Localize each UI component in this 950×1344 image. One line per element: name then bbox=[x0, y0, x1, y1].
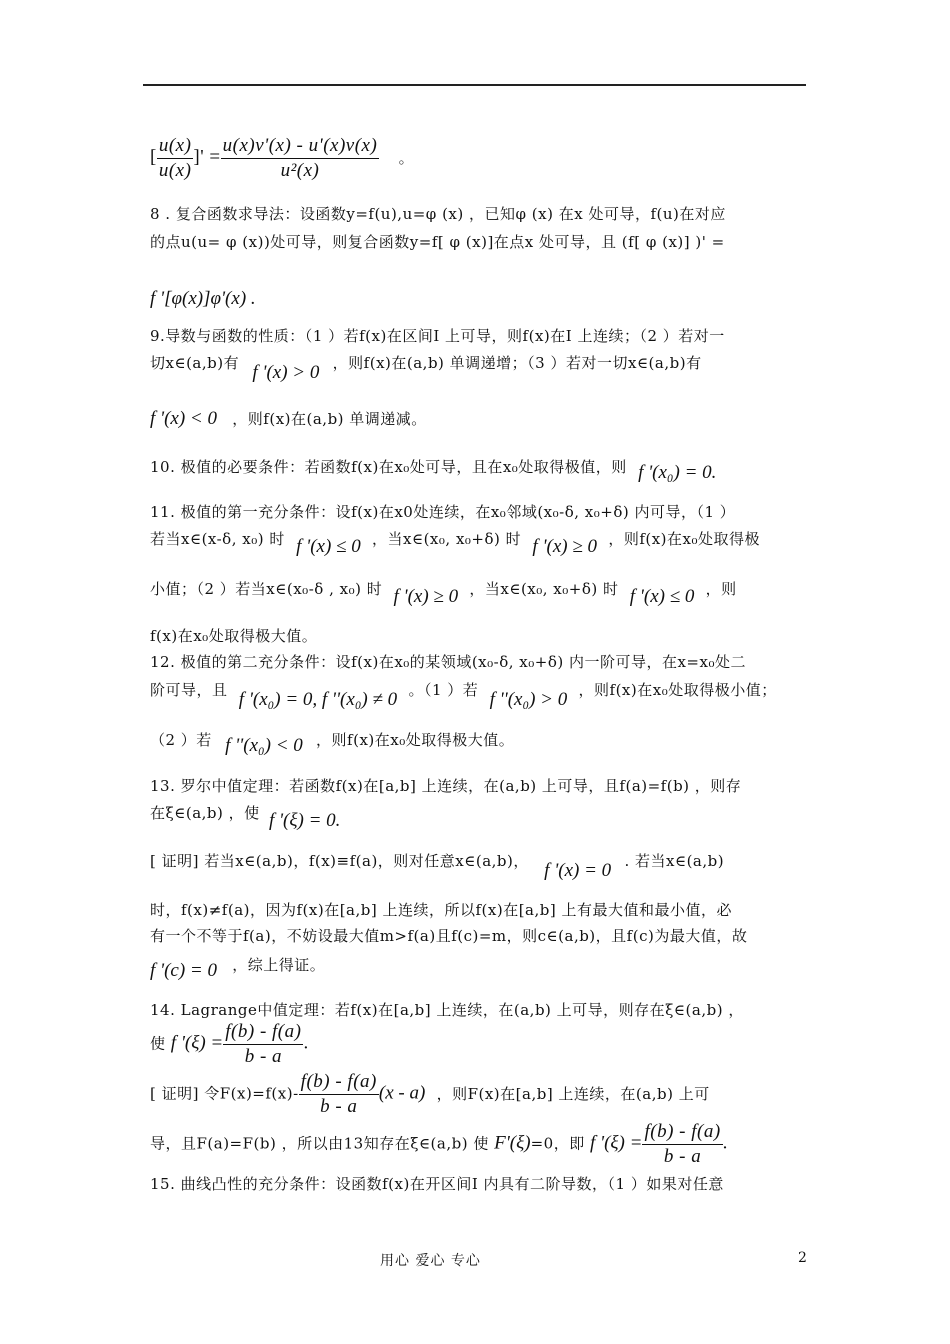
item14-proof-b: ，则F(x)在[a,b] 上连续，在(a,b) 上可 bbox=[436, 1084, 710, 1103]
item9-formula-increasing: f '(x) > 0 bbox=[252, 362, 320, 383]
item14-proof2-a: 导，且F(a)=F(b) ，所以由13知存在ξ∈(a,b) 使 bbox=[150, 1134, 489, 1153]
item13-proof-line2: 时，f(x)≠f(a)，因为f(x)在[a,b] 上连续，所以f(x)在[a,b] 上有最大值和最小值，必 bbox=[150, 901, 732, 919]
header-rule bbox=[143, 84, 806, 86]
item14-proof-tail: (x - a) bbox=[378, 1082, 426, 1104]
item12-line2-a: 阶可导，且 bbox=[150, 681, 228, 699]
item9-line3-text: ，则f(x)在(a,b) 单调递减。 bbox=[232, 410, 427, 428]
item13-proof-line1 bbox=[150, 848, 810, 881]
item8-line2: 的点u(u= φ (x))处可导，则复合函数y=f[ φ (x)]在点x 处可导，且 (f[ φ (x)] )' = bbox=[150, 233, 725, 251]
item10 bbox=[150, 454, 810, 483]
item9-line2-start: 切x∈(a,b)有 bbox=[150, 354, 240, 372]
item13-proof-line3: 有一个不等于f(a)，不妨设最大值m>f(a)且f(c)=m，则c∈(a,b)，且f(c)为最大值，故 bbox=[150, 927, 748, 945]
item14-proof-line2 bbox=[150, 1120, 810, 1169]
quotient-lhs-fraction bbox=[157, 134, 194, 183]
item12-formula-2: f ''(x₀) > 0 bbox=[489, 689, 568, 710]
item11-formula-2: f '(x) ≥ 0 bbox=[532, 536, 598, 557]
page-footer: 用心 爱心 专心 bbox=[380, 1253, 481, 1269]
item13-proof-end: ，综上得证。 bbox=[232, 956, 326, 974]
item12-line3 bbox=[150, 727, 810, 756]
item9-line1: 9.导数与函数的性质：（1 ）若f(x)在区间I 上可导，则f(x)在I 上连续；（2 ）若对一 bbox=[150, 327, 725, 345]
item14-conclusion-tail: . bbox=[722, 1132, 728, 1154]
item12-formula-1: f '(x₀) = 0, f ''(x₀) ≠ 0 bbox=[238, 689, 398, 710]
quotient-lhs-numerator: u(x) bbox=[157, 134, 194, 159]
item11-line2-c: ，则f(x)在x₀处取得极 bbox=[608, 530, 761, 548]
item14-proof-fraction-denominator: b - a bbox=[320, 1096, 358, 1117]
item9-line2-end: ，则f(x)在(a,b) 单调递增；（3 ）若对一切x∈(a,b)有 bbox=[332, 354, 702, 372]
item11-formula-1: f '(x) ≤ 0 bbox=[296, 536, 361, 557]
quotient-rhs-denominator: u²(x) bbox=[280, 160, 320, 181]
item12-line2 bbox=[150, 677, 810, 710]
item14-conclusion-numerator: f(b) - f(a) bbox=[642, 1120, 722, 1145]
item11-line3-b: ，当x∈(x₀, x₀+δ) 时 bbox=[469, 580, 619, 598]
item13-formula-3: f '(c) = 0 bbox=[150, 960, 218, 981]
item9-line2 bbox=[150, 350, 810, 383]
item12-line3-a: （2 ）若 bbox=[150, 731, 212, 749]
item11-line3-a: 小值；（2 ）若当x∈(x₀-δ , x₀) 时 bbox=[150, 580, 383, 598]
item14-proof-line1 bbox=[150, 1070, 810, 1119]
item12-line1: 12. 极值的第二充分条件：设f(x)在x₀的某领域(x₀-δ, x₀+δ) 内一阶可导，在x=x₀处二 bbox=[150, 653, 746, 671]
item14-line2-a: 使 bbox=[150, 1034, 166, 1053]
item9-formula-decreasing: f '(x) < 0 bbox=[150, 408, 218, 429]
item14-proof-a: [ 证明] 令F(x)=f(x)- bbox=[150, 1084, 299, 1103]
item13-proof-b: . 若当x∈(a,b) bbox=[624, 852, 725, 870]
item13-line2 bbox=[150, 800, 810, 831]
item13-line2-a: 在ξ∈(a,b) ，使 bbox=[150, 804, 260, 822]
item13-formula-1: f '(ξ) = 0. bbox=[268, 810, 341, 831]
item14-fraction-numerator: f(b) - f(a) bbox=[223, 1020, 303, 1045]
item9-line3 bbox=[150, 406, 810, 432]
item13-line1: 13. 罗尔中值定理：若函数f(x)在[a,b] 上连续，在(a,b) 上可导，且f(a)=f(b) ，则存 bbox=[150, 777, 742, 795]
item10-text: 10. 极值的必要条件：若函数f(x)在x₀处可导，且在x₀处取得极值，则 bbox=[150, 458, 627, 476]
item12-line2-b: 。（1 ）若 bbox=[408, 681, 479, 699]
item11-line3 bbox=[150, 576, 810, 607]
item14-proof2-b: =0，即 bbox=[530, 1134, 585, 1153]
item14-fraction-denominator: b - a bbox=[244, 1046, 283, 1067]
item11-line2-a: 若当x∈(x-δ, x₀) 时 bbox=[150, 530, 285, 548]
item12-formula-3: f ''(x₀) < 0 bbox=[225, 735, 303, 756]
item14-formula-F: F'(ξ) bbox=[494, 1132, 531, 1154]
item14-conclusion-fraction bbox=[642, 1120, 722, 1169]
item12-line2-c: ，则f(x)在x₀处取得极小值； bbox=[578, 681, 777, 699]
item13-proof-a: [ 证明] 若当x∈(a,b)，f(x)≡f(a)，则对任意x∈(a,b)， bbox=[150, 852, 529, 870]
item8-line1: 8 . 复合函数求导法：设函数y=f(u),u=φ (x) ，已知φ (x) 在x 处可导，f(u)在对应 bbox=[150, 205, 726, 223]
item14-proof-fraction bbox=[299, 1070, 379, 1119]
item14-line1: 14. Lagrange中值定理：若f(x)在[a,b] 上连续，在(a,b) 上可导，则存在ξ∈(a,b) ， bbox=[150, 1001, 744, 1019]
item12-line3-b: ，则f(x)在x₀处取得极大值。 bbox=[316, 731, 515, 749]
page-number: 2 bbox=[798, 1250, 807, 1266]
item10-formula: f '(x₀) = 0. bbox=[638, 462, 717, 483]
item8-formula: f '[φ(x)]φ'(x) . bbox=[150, 288, 256, 309]
item14-formula-conclusion-lhs: f '(ξ) = bbox=[590, 1132, 643, 1154]
item11-line2 bbox=[150, 526, 810, 557]
quotient-rule: [ $\frac{u(x)}{u(x)}$ ]' = $\frac{u(x)v'(x) - u'(x)v(x)}{\text{u²(x)}}$ 。 bbox=[150, 135, 415, 181]
item11-line3-c: ，则 bbox=[705, 580, 737, 598]
item11-line4: f(x)在x₀处取得极大值。 bbox=[150, 627, 318, 645]
quotient-rhs-numerator: u(x)v'(x) - u'(x)v(x) bbox=[221, 134, 380, 159]
item14-conclusion-denominator: b - a bbox=[663, 1146, 702, 1167]
quotient-rhs-fraction bbox=[221, 134, 380, 183]
item14-fraction bbox=[223, 1020, 303, 1069]
item11-line1: 11. 极值的第一充分条件：设f(x)在x0处连续，在x₀邻域(x₀-δ, x₀+δ) 内可导，（1 ） bbox=[150, 503, 736, 521]
item13-formula-2: f '(x) = 0 bbox=[544, 860, 612, 881]
item11-formula-3: f '(x) ≥ 0 bbox=[393, 586, 459, 607]
item11-line2-b: ，当x∈(x₀, x₀+δ) 时 bbox=[372, 530, 522, 548]
item15-line1: 15. 曲线凸性的充分条件：设函数f(x)在开区间I 内具有二阶导数，（1 ）如果对任意 bbox=[150, 1175, 724, 1193]
item14-formula-lhs: f '(ξ) = bbox=[170, 1032, 224, 1054]
item13-proof-line4 bbox=[150, 952, 810, 981]
item14-proof-fraction-numerator: f(b) - f(a) bbox=[299, 1070, 379, 1095]
item14-fraction-tail: . bbox=[303, 1032, 309, 1054]
item14-line2 bbox=[150, 1020, 810, 1069]
item11-formula-4: f '(x) ≤ 0 bbox=[629, 586, 695, 607]
quotient-lhs-denominator: u(x) bbox=[158, 160, 192, 181]
quotient-tail: 。 bbox=[398, 148, 415, 167]
